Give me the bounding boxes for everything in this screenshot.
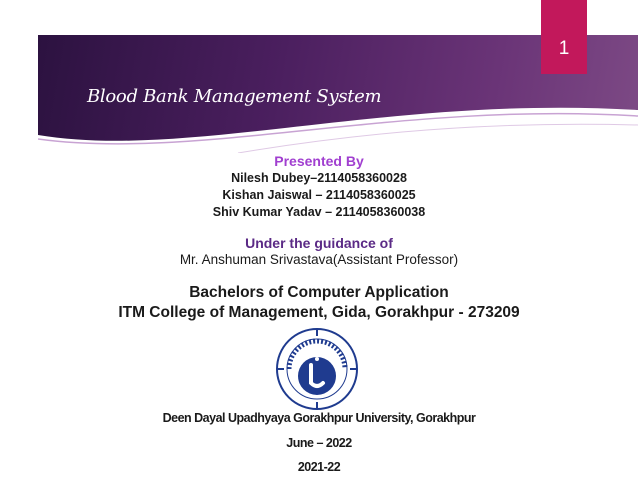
page-number-badge [541,0,587,74]
college-name: ITM College of Management, Gida, Gorakhpur - 273209 [118,304,520,321]
academic-session: 2021-22 [297,460,341,474]
slide-title: Blood Bank Management System [87,86,382,107]
page-number: 1 [558,38,570,59]
university-name: Deen Dayal Upadhyaya Gorakhpur University, Gorakhpur [162,411,476,425]
presentation-date: June – 2022 [286,436,352,450]
degree-name: Bachelors of Computer Application [189,284,449,301]
guide-name: Mr. Anshuman Srivastava(Assistant Professor) [179,252,459,267]
member-1: Nilesh Dubey–2114058360028 [231,171,407,185]
guidance-heading: Under the guidance of [245,235,393,251]
college-emblem-logo [275,327,359,411]
member-3: Shiv Kumar Yadav – 2114058360038 [212,205,426,219]
member-2: Kishan Jaiswal – 2114058360025 [222,188,416,202]
presented-by-heading: Presented By [274,153,364,169]
